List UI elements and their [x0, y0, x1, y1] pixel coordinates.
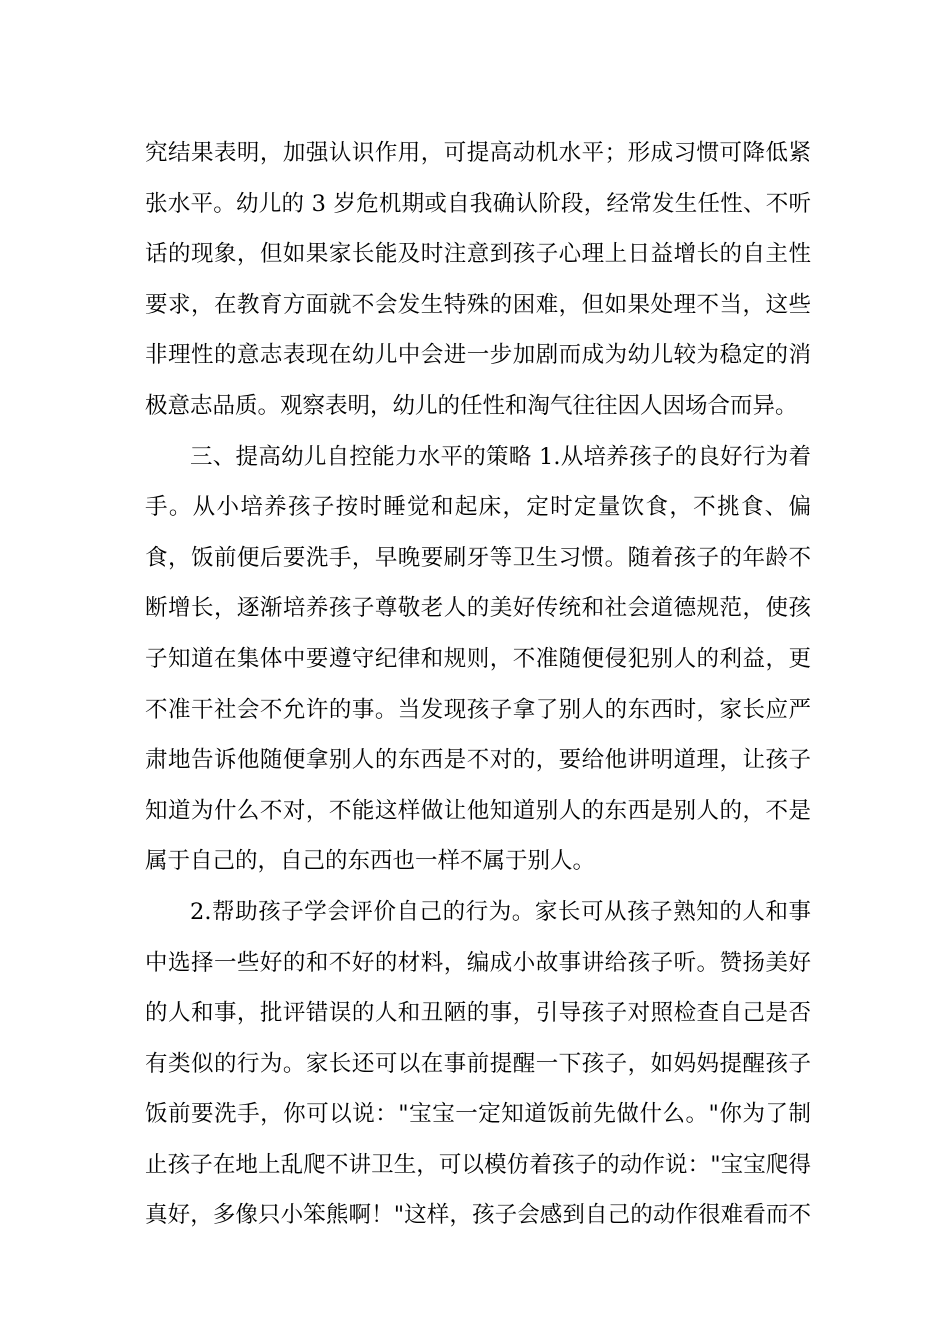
- text-line: 有类似的行为。家长还可以在事前提醒一下孩子，如妈妈提醒孩子: [145, 1050, 811, 1077]
- text-line: 肃地告诉他随便拿别人的东西是不对的，要给他讲明道理，让孩子: [145, 747, 811, 774]
- text-line: 2.帮助孩子学会评价自己的行为。家长可从孩子熟知的人和事: [190, 898, 811, 925]
- text-line: 真好，多像只小笨熊啊！"这样，孩子会感到自己的动作很难看而不: [145, 1202, 811, 1229]
- text-line: 要求，在教育方面就不会发生特殊的困难，但如果处理不当，这些: [145, 291, 811, 318]
- text-line: 极意志品质。观察表明，幼儿的任性和淘气往往因人因场合而异。: [145, 392, 798, 419]
- text-line: 不准干社会不允许的事。当发现孩子拿了别人的东西时，家长应严: [145, 696, 811, 723]
- text-line: 手。从小培养孩子按时睡觉和起床，定时定量饮食，不挑食、偏: [145, 494, 811, 521]
- text-line: 断增长，逐渐培养孩子尊敬老人的美好传统和社会道德规范，使孩: [145, 595, 811, 622]
- text-line: 食，饭前便后要洗手，早晚要刷牙等卫生习惯。随着孩子的年龄不: [145, 544, 811, 571]
- body-text: [145, 128, 811, 1241]
- text-line: 的人和事，批评错误的人和丑陋的事，引导孩子对照检查自己是否: [145, 1000, 811, 1027]
- text-line: 三、提高幼儿自控能力水平的策略 1.从培养孩子的良好行为着: [190, 443, 811, 470]
- text-line: 知道为什么不对，不能这样做让他知道别人的东西是别人的，不是: [145, 797, 811, 824]
- text-line: 止孩子在地上乱爬不讲卫生，可以模仿着孩子的动作说："宝宝爬得: [145, 1151, 811, 1178]
- text-line: 子知道在集体中要遵守纪律和规则，不准随便侵犯别人的利益，更: [145, 645, 811, 672]
- text-line: 中选择一些好的和不好的材料，编成小故事讲给孩子听。赞扬美好: [145, 949, 811, 976]
- text-line: 饭前要洗手，你可以说："宝宝一定知道饭前先做什么。"你为了制: [145, 1101, 811, 1128]
- text-line: 究结果表明，加强认识作用，可提高动机水平；形成习惯可降低紧: [145, 140, 811, 166]
- text-line: 非理性的意志表现在幼儿中会进一步加剧而成为幼儿较为稳定的消: [145, 342, 811, 369]
- text-line: 话的现象，但如果家长能及时注意到孩子心理上日益增长的自主性: [145, 241, 811, 268]
- text-line: 张水平。幼儿的 3 岁危机期或自我确认阶段，经常发生任性、不听: [145, 190, 811, 217]
- text-line: 属于自己的，自己的东西也一样不属于别人。: [145, 848, 596, 875]
